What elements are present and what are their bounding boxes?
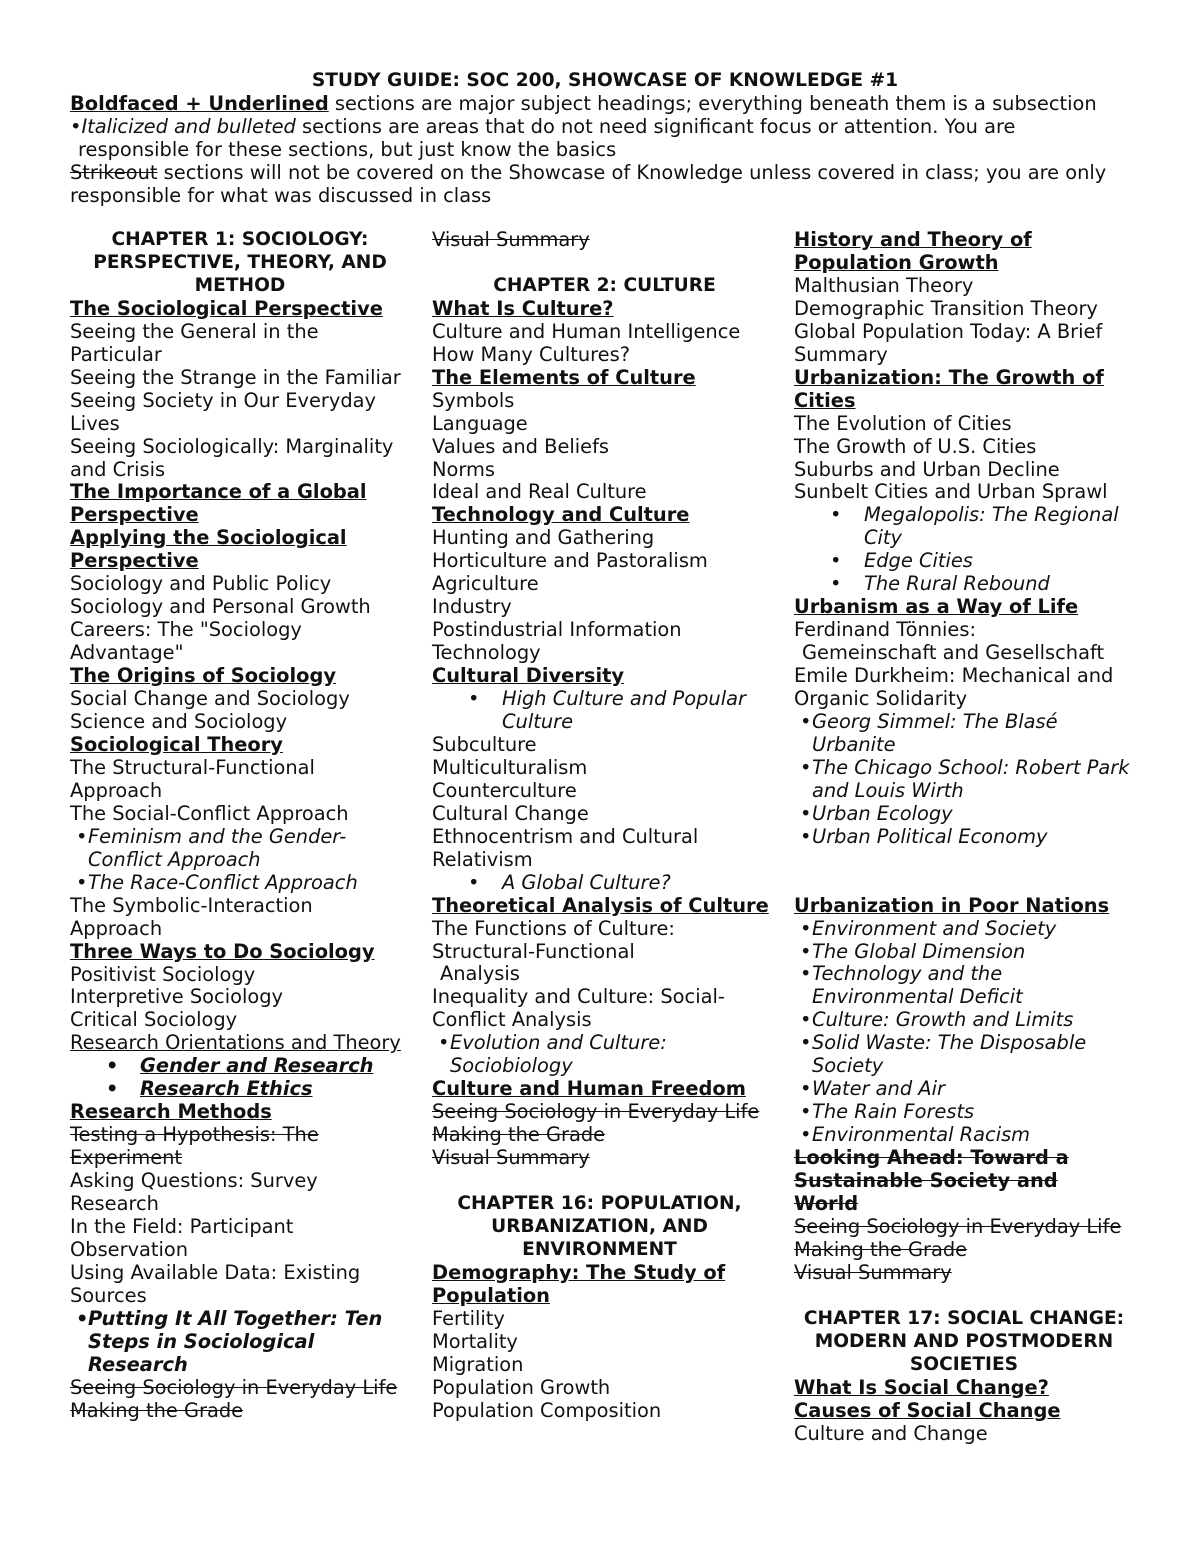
bullet-icon: • — [106, 1054, 119, 1078]
legend-bold-rest: sections are major subject headings; everything beneath them is a subsection — [328, 91, 1097, 115]
subsection: Seeing the Strange in the Familiar — [70, 365, 401, 389]
subsection: The Structural-Functional Approach — [70, 755, 315, 802]
bullet-icon: • — [106, 1077, 119, 1101]
subsection: Inequality and Culture: Social-Conflict Analysis — [432, 985, 725, 1032]
subsection: Gemeinschaft and Gesellschaft — [802, 641, 1105, 665]
bullet-icon: • — [76, 870, 88, 894]
section-heading: What Is Social Change? — [794, 1375, 1049, 1399]
section-heading: What Is Culture? — [432, 296, 614, 320]
subsection: Asking Questions: Survey Research — [70, 1169, 318, 1216]
chapter-heading: CHAPTER 2: CULTURE — [493, 274, 716, 296]
bullet-item: • The Rural Rebound — [830, 572, 1050, 596]
subsection: Sunbelt Cities and Urban Sprawl — [794, 480, 1108, 504]
subsection: Migration — [432, 1352, 524, 1376]
chapter-heading: MODERN AND POSTMODERN SOCIETIES — [814, 1330, 1114, 1375]
section-heading: Urbanization in Poor Nations — [794, 893, 1110, 917]
bullet-item: • Feminism and the Gender-Conflict Approach — [76, 824, 347, 871]
section-heading: Theoretical Analysis of Culture — [432, 893, 769, 917]
strike-item: Visual Summary — [432, 1146, 590, 1170]
bullet-item: • Megalopolis: The Regional City — [830, 503, 1119, 550]
spacer — [794, 849, 1134, 872]
subsection: Seeing the General in the Particular — [70, 319, 319, 366]
subsection: Seeing Sociologically: Marginality and Crisis — [70, 434, 394, 481]
subsection: Symbols — [432, 388, 515, 412]
bullet-icon: • — [830, 549, 842, 573]
subsection: Science and Sociology — [70, 710, 288, 734]
bullet-item: • High Culture and Popular Culture — [468, 687, 746, 733]
bullet-icon: • — [800, 1077, 812, 1101]
bullet-icon: • — [800, 710, 812, 734]
subsection: Suburbs and Urban Decline — [794, 457, 1060, 481]
subsection: The Functions of Culture: Structural-Functional — [432, 916, 675, 963]
bullet-item: • The Race-Conflict Approach — [76, 870, 358, 894]
subsection: Postindustrial Information Technology — [432, 618, 682, 665]
subsection: Multiculturalism — [432, 755, 588, 779]
legend-italic-line-2: responsible for these sections, but just know the basics — [78, 137, 617, 161]
subsection: Global Population Today: A Brief Summary — [794, 319, 1103, 366]
bullet-icon: • — [800, 1031, 812, 1055]
subsection: Mortality — [432, 1329, 518, 1353]
subsection: The Evolution of Cities — [794, 411, 1012, 435]
bullet-icon: • — [76, 824, 88, 848]
subsection: Population Composition — [432, 1398, 662, 1422]
subsection: The Social-Conflict Approach — [70, 801, 349, 825]
bullet-item: • The Chicago School: Robert Park and Louis Wirth — [800, 755, 1130, 802]
section-heading: Applying the Sociological Perspective — [70, 526, 347, 573]
subsection: Population Growth — [432, 1375, 611, 1399]
bullet-item: • Technology and the Environmental Deficit — [800, 962, 1023, 1009]
subsection: Demographic Transition Theory — [794, 296, 1098, 320]
subsection: The Growth of U.S. Cities — [794, 434, 1037, 458]
subsection: Subculture — [432, 732, 537, 756]
section-heading: The Sociological Perspective — [70, 296, 383, 320]
bullet-item: • The Global Dimension — [800, 939, 1026, 963]
bullet-item: • Research Ethics — [106, 1077, 313, 1101]
bullet-icon: • — [800, 755, 812, 779]
subsection: Language — [432, 411, 528, 435]
column-3 — [794, 229, 1134, 1445]
subsection: Sociology and Public Policy — [70, 572, 332, 596]
strike-item: Making the Grade — [432, 1123, 606, 1147]
legend-italic-term: Italicized and bulleted — [81, 114, 296, 138]
subsection-underlined: Research Orientations and Theory — [70, 1031, 401, 1055]
chapter-heading: CHAPTER 1: SOCIOLOGY: PERSPECTIVE, THEORY, AND METHOD — [93, 229, 387, 296]
legend-strike-rest: sections will not be covered on the Showcase of Knowledge unless covered in class; you are only — [157, 160, 1107, 184]
bullet-icon: • — [800, 916, 812, 940]
bullet-item: • Evolution and Culture: Sociobiology — [438, 1031, 667, 1078]
bullet-icon: • — [800, 939, 812, 963]
spacer — [432, 1170, 777, 1193]
legend-strike-line — [70, 162, 1140, 185]
legend-italic-rest: sections are areas that do not need significant focus or attention. You are — [295, 114, 1016, 138]
subsection: Analysis — [440, 962, 520, 986]
spacer — [794, 872, 1134, 895]
bullet-icon: • — [800, 801, 812, 825]
subsection: Culture and Change — [794, 1421, 988, 1445]
section-heading: The Importance of a Global Perspective — [70, 480, 367, 527]
subsection: The Symbolic-Interaction Approach — [70, 893, 313, 940]
bullet-item: • Culture: Growth and Limits — [800, 1008, 1074, 1032]
section-heading: Urbanization: The Growth of Cities — [794, 365, 1104, 412]
subsection: Ferdinand Tönnies: — [794, 618, 976, 642]
subsection: Values and Beliefs — [432, 434, 610, 458]
column-2 — [432, 229, 777, 1423]
subsection: Critical Sociology — [70, 1008, 238, 1032]
bullet-icon: • — [800, 1100, 812, 1124]
chapter-heading: CHAPTER 16: POPULATION, URBANIZATION, AND ENVIRONMENT — [457, 1193, 742, 1260]
section-heading: Causes of Social Change — [794, 1398, 1061, 1422]
subsection: Norms — [432, 457, 495, 481]
section-heading: Demography: The Study of Population — [432, 1260, 726, 1307]
bullet-icon: • — [800, 824, 812, 848]
bullet-item: • Solid Waste: The Disposable Society — [800, 1031, 1087, 1078]
strike-heading: Looking Ahead: Toward a Sustainable Society and World — [794, 1146, 1069, 1215]
bullet-item: • Georg Simmel: The Blasé Urbanite — [800, 710, 1058, 756]
strike-item: Testing a Hypothesis: The Experiment — [70, 1123, 319, 1170]
subsection: Sociology and Personal Growth — [70, 595, 371, 619]
bullet-item: • A Global Culture? — [468, 870, 671, 894]
strike-item: Making the Grade — [794, 1237, 968, 1261]
subsection: Culture and Human Intelligence — [432, 319, 741, 343]
subsection: In the Field: Participant Observation — [70, 1214, 294, 1261]
column-1 — [70, 229, 410, 1423]
strike-item: Seeing Sociology in Everyday Life — [70, 1375, 398, 1399]
subsection: Careers: The "Sociology Advantage" — [70, 618, 302, 665]
strike-item: Seeing Sociology in Everyday Life — [432, 1100, 760, 1124]
section-heading: The Origins of Sociology — [70, 664, 336, 688]
section-heading: History and Theory of Population Growth — [794, 228, 1032, 274]
subsection: Positivist Sociology — [70, 962, 256, 986]
subsection: Industry — [432, 595, 512, 619]
chapter-heading: CHAPTER 17: SOCIAL CHANGE: — [803, 1307, 1125, 1329]
spacer — [432, 252, 777, 275]
bullet-icon: • — [830, 572, 842, 596]
bullet-item: • The Rain Forests — [800, 1100, 975, 1124]
page-title: STUDY GUIDE: SOC 200, SHOWCASE OF KNOWLEDGE #1 — [311, 70, 899, 91]
bullet-icon: • — [468, 687, 480, 711]
subsection: Seeing Society in Our Everyday Lives — [70, 388, 377, 435]
subsection: Horticulture and Pastoralism — [432, 549, 708, 573]
bullet-icon: • — [800, 962, 812, 986]
bullet-icon: • — [76, 1306, 89, 1330]
bullet-icon: • — [438, 1031, 450, 1055]
section-heading: Cultural Diversity — [432, 664, 624, 688]
bullet-icon: • — [70, 114, 82, 138]
subsection: Ethnocentrism and Cultural Relativism — [432, 824, 699, 871]
bullet-item: • Edge Cities — [830, 549, 973, 573]
subsection: Cultural Change — [432, 801, 589, 825]
legend-strike-term: Strikeout — [70, 160, 158, 184]
legend-italic-line — [70, 116, 1140, 139]
subsection: How Many Cultures? — [432, 342, 630, 366]
subsection: Agriculture — [432, 572, 539, 596]
legend-bold-term: Boldfaced + Underlined — [70, 91, 329, 115]
bullet-item: • Gender and Research — [106, 1054, 374, 1078]
section-heading: Research Methods — [70, 1100, 272, 1124]
bullet-item: • Putting It All Together: Ten Steps in Sociological Research — [76, 1306, 383, 1376]
strike-item: Visual Summary — [794, 1260, 952, 1284]
spacer — [794, 1285, 1134, 1308]
section-heading: Sociological Theory — [70, 732, 283, 756]
bullet-icon: • — [468, 870, 480, 894]
bullet-icon: • — [830, 503, 842, 527]
bullet-item: • Urban Ecology — [800, 801, 953, 825]
bullet-item: • Environment and Society — [800, 916, 1057, 940]
subsection: Interpretive Sociology — [70, 985, 283, 1009]
strike-item: Seeing Sociology in Everyday Life — [794, 1214, 1122, 1238]
subsection: Counterculture — [432, 778, 577, 802]
section-heading: The Elements of Culture — [432, 365, 696, 389]
intro — [70, 70, 1140, 208]
legend-strike-line-2: responsible for what was discussed in class — [70, 183, 492, 207]
bullet-item: • Environmental Racism — [800, 1123, 1031, 1147]
subsection: Malthusian Theory — [794, 273, 974, 297]
subsection: Fertility — [432, 1306, 505, 1330]
strike-item: Making the Grade — [70, 1398, 244, 1422]
bullet-item: • Urban Political Economy — [800, 824, 1048, 848]
bullet-icon: • — [800, 1008, 812, 1032]
section-heading: Culture and Human Freedom — [432, 1077, 746, 1101]
strike-item: Visual Summary — [432, 228, 590, 251]
section-heading: Urbanism as a Way of Life — [794, 595, 1079, 619]
bullet-icon: • — [800, 1123, 812, 1147]
bullet-item: • Water and Air — [800, 1077, 945, 1101]
legend-bold-line — [70, 93, 1140, 116]
subsection: Ideal and Real Culture — [432, 480, 647, 504]
section-heading: Technology and Culture — [432, 503, 690, 527]
subsection: Using Available Data: Existing Sources — [70, 1260, 361, 1307]
section-heading: Three Ways to Do Sociology — [70, 939, 375, 963]
subsection: Emile Durkheim: Mechanical and Organic Solidarity — [794, 664, 1114, 711]
subsection: Hunting and Gathering — [432, 526, 655, 550]
subsection: Social Change and Sociology — [70, 687, 350, 711]
